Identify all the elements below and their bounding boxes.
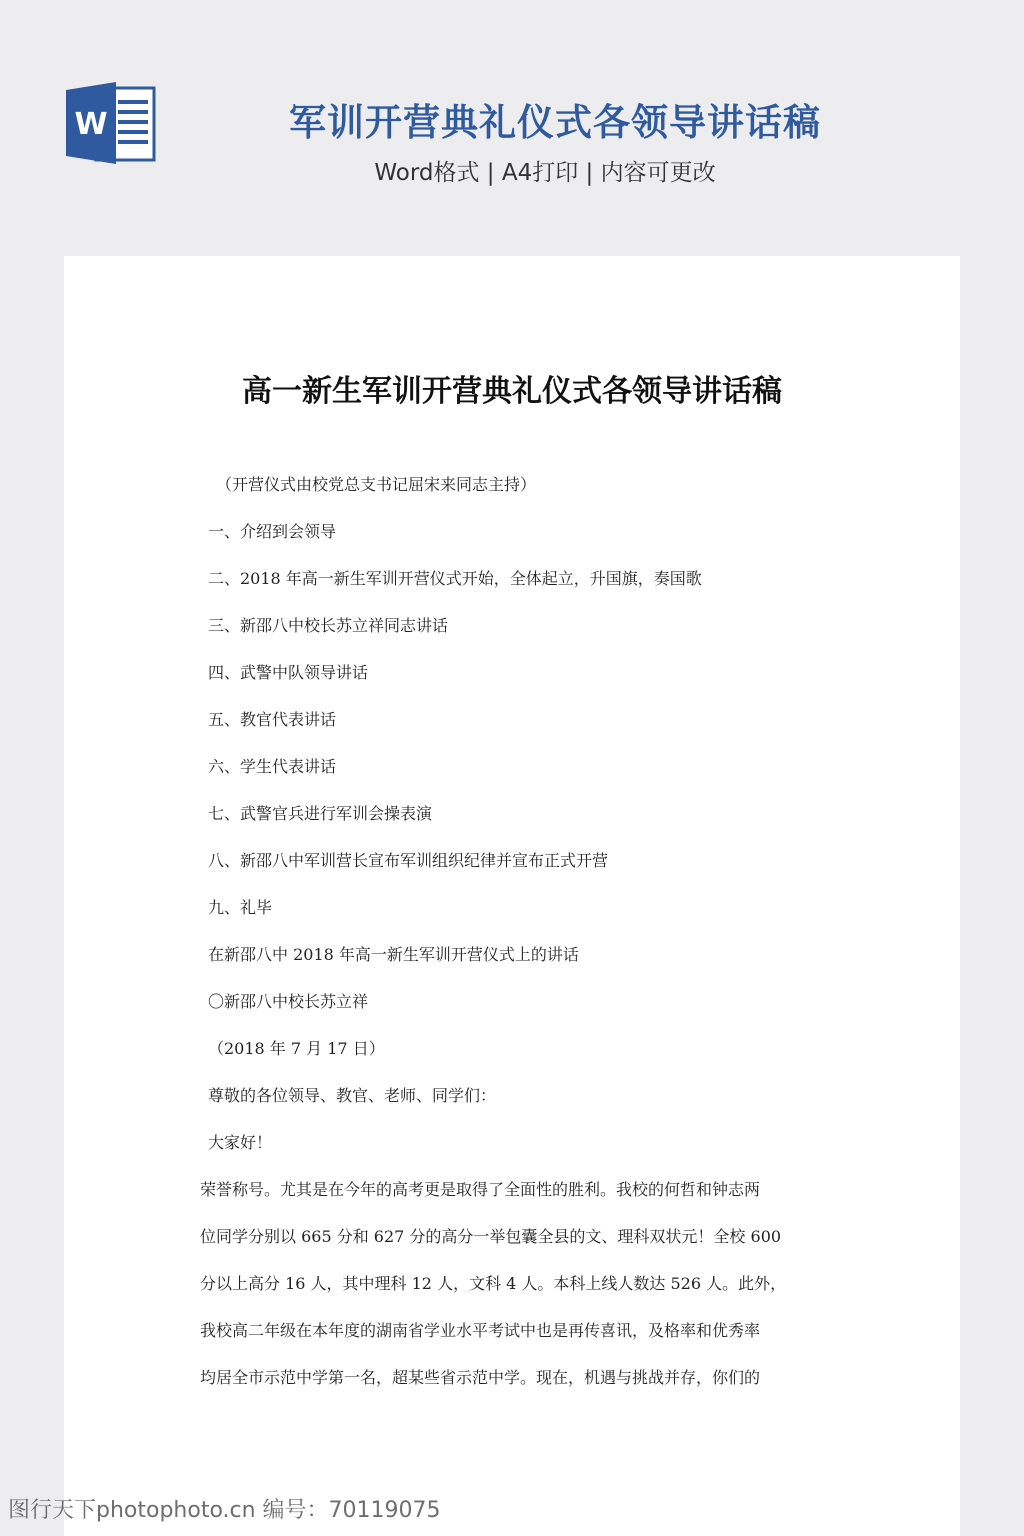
speaker-line: 〇新邵八中校长苏立祥 <box>208 992 369 1011</box>
agenda-item: 八、新邵八中军训营长宣布军训组织纪律并宣布正式开营 <box>208 851 609 870</box>
page-title: 军训开营典礼仪式各领导讲话稿 <box>289 101 821 144</box>
greeting-line: 尊敬的各位领导、教官、老师、同学们： <box>208 1086 497 1105</box>
date-line: （2018 年 7 月 17 日） <box>208 1039 385 1058</box>
host-note: （开营仪式由校党总支书记屈宋来同志主持） <box>216 475 537 494</box>
document-page <box>64 256 960 1536</box>
agenda-item: 一、介绍到会领导 <box>208 522 337 541</box>
word-document-icon <box>66 82 156 164</box>
svg-text:W: W <box>74 107 108 142</box>
agenda-item: 七、武警官兵进行军训会操表演 <box>208 804 433 823</box>
paragraph-line: 分以上高分 16 人，其中理科 12 人，文科 4 人。本科上线人数达 526 人。此外， <box>200 1274 787 1293</box>
agenda-item: 九、礼毕 <box>208 898 273 917</box>
agenda-item: 二、2018 年高一新生军训开营仪式开始，全体起立，升国旗，奏国歌 <box>208 569 702 588</box>
paragraph-line: 均居全市示范中学第一名，超某些省示范中学。现在，机遇与挑战并存，你们的 <box>200 1368 761 1387</box>
agenda-item: 四、武警中队领导讲话 <box>208 663 369 682</box>
document-title: 高一新生军训开营典礼仪式各领导讲话稿 <box>242 374 782 409</box>
paragraph-line: 荣誉称号。尤其是在今年的高考更是取得了全面性的胜利。我校的何哲和钟志两 <box>200 1180 761 1199</box>
header <box>0 0 1024 256</box>
speech-heading: 在新邵八中 2018 年高一新生军训开营仪式上的讲话 <box>208 945 579 964</box>
page-subtitle: Word格式 | A4打印 | 内容可更改 <box>374 160 716 186</box>
paragraph-line: 我校高二年级在本年度的湖南省学业水平考试中也是再传喜讯，及格率和优秀率 <box>200 1321 761 1340</box>
watermark: 图行天下photophoto.cn 编号：70119075 <box>8 1498 441 1523</box>
agenda-item: 三、新邵八中校长苏立祥同志讲话 <box>208 616 449 635</box>
paragraph-line: 位同学分别以 665 分和 627 分的高分一举包囊全县的文、理科双状元！全校 600 <box>200 1227 782 1246</box>
agenda-item: 五、教官代表讲话 <box>208 710 337 729</box>
agenda-item: 六、学生代表讲话 <box>208 757 337 776</box>
greeting-line: 大家好！ <box>208 1133 273 1152</box>
